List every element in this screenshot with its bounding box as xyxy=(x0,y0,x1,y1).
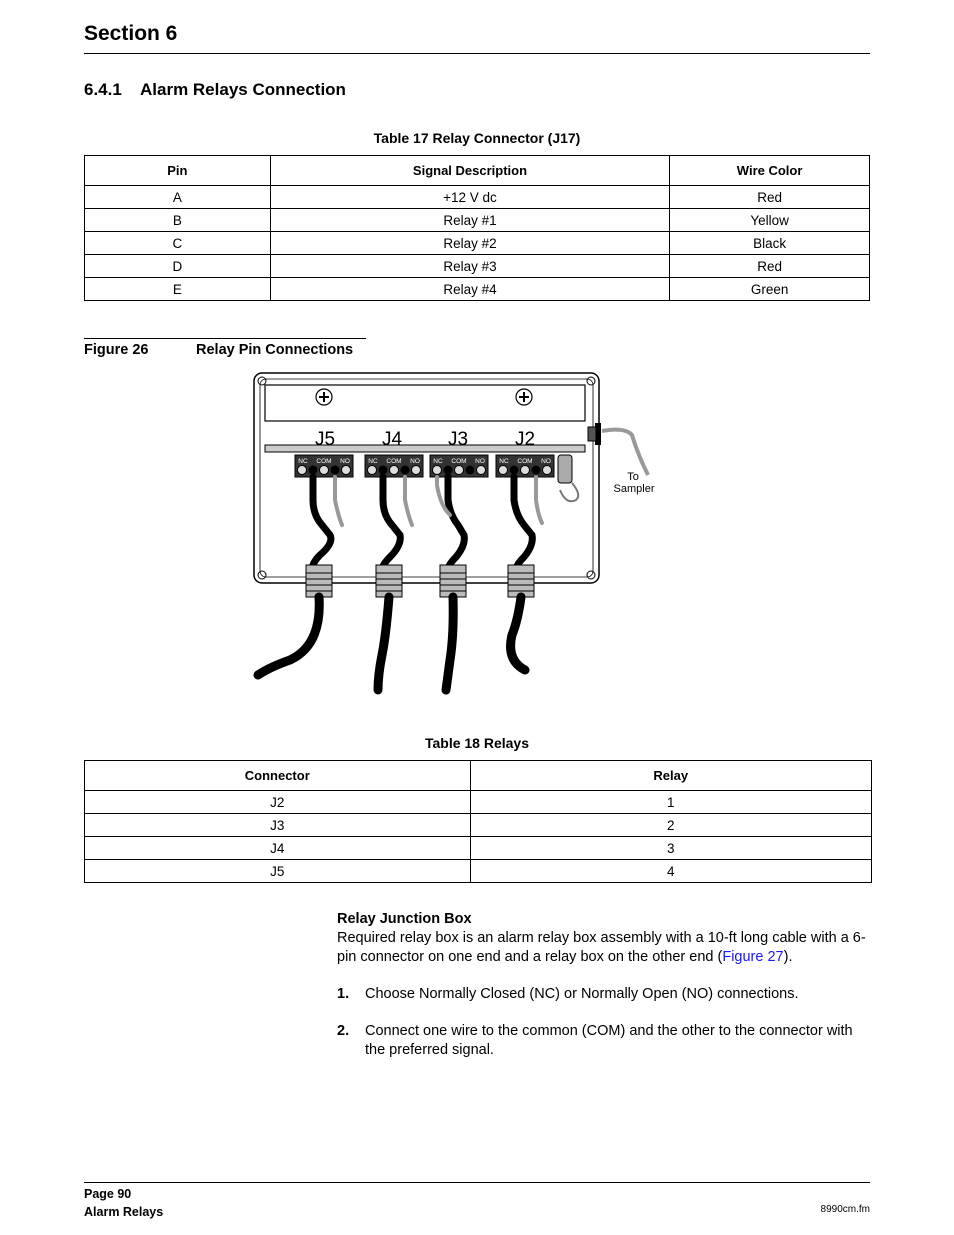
table-row xyxy=(85,186,870,209)
table-row xyxy=(85,837,872,860)
step-number: 1. xyxy=(337,986,350,1002)
connector-label: J4 xyxy=(381,429,403,450)
file-name: 8990cm.fm xyxy=(820,1204,870,1215)
screw-icon xyxy=(516,389,532,405)
page-number: Page 90 xyxy=(84,1187,132,1201)
paragraph-text: ). xyxy=(783,949,793,965)
table-header-row xyxy=(85,761,872,791)
step-text: Connect one wire to the common (COM) and the other to the connector with the preferred signal. xyxy=(365,1023,853,1058)
footer-rule xyxy=(84,1182,870,1183)
table-cell: 4 xyxy=(470,860,871,883)
svg-text:NO: NO xyxy=(410,458,420,465)
table-cell: Red xyxy=(670,186,870,209)
table-row xyxy=(85,814,872,837)
mounting-bar xyxy=(265,385,585,421)
svg-text:NO: NO xyxy=(541,458,551,465)
terminal-block xyxy=(295,455,353,477)
table-cell: Relay #1 xyxy=(270,209,669,232)
step-text: Choose Normally Closed (NC) or Normally Open (NO) connections. xyxy=(365,986,799,1002)
cable xyxy=(378,597,389,690)
connector-label: J5 xyxy=(314,429,336,450)
junction-box-paragraph xyxy=(337,929,872,967)
cable xyxy=(446,597,453,690)
table-cell: 1 xyxy=(470,791,871,814)
svg-text:NC: NC xyxy=(499,458,509,465)
table-cell: Green xyxy=(670,278,870,301)
terminal-block xyxy=(430,455,488,477)
cable xyxy=(258,597,319,675)
svg-text:COM: COM xyxy=(386,458,402,465)
subsection-title: Alarm Relays Connection xyxy=(140,80,346,99)
footer-left xyxy=(84,1185,163,1221)
table-row xyxy=(85,860,872,883)
relay-box-diagram xyxy=(250,365,670,705)
table-cell: 2 xyxy=(470,814,871,837)
figure-label: Figure 26 xyxy=(84,342,149,358)
table-cell: +12 V dc xyxy=(270,186,669,209)
table-row xyxy=(85,255,870,278)
chapter-name: Alarm Relays xyxy=(84,1205,164,1219)
column-header: Wire Color xyxy=(670,156,870,186)
table-cell: B xyxy=(85,209,271,232)
cable-gland xyxy=(306,565,332,597)
connector-label: J3 xyxy=(447,429,469,450)
table-cell: J4 xyxy=(85,837,471,860)
svg-text:COM: COM xyxy=(316,458,332,465)
svg-text:COM: COM xyxy=(451,458,467,465)
step-number: 2. xyxy=(337,1023,350,1039)
table-cell: Red xyxy=(670,255,870,278)
table-cell: Black xyxy=(670,232,870,255)
column-header: Signal Description xyxy=(270,156,669,186)
terminal-block xyxy=(496,455,554,477)
svg-text:NC: NC xyxy=(298,458,308,465)
cable-gland xyxy=(376,565,402,597)
column-header: Pin xyxy=(85,156,271,186)
step-item xyxy=(337,985,872,1004)
junction-box-section xyxy=(337,910,872,967)
relays-table xyxy=(84,760,872,883)
table-header-row xyxy=(85,156,870,186)
table-cell: J2 xyxy=(85,791,471,814)
figure-27-link[interactable]: Figure 27 xyxy=(722,949,784,965)
to-sampler-label: Sampler xyxy=(613,483,655,495)
table-cell: C xyxy=(85,232,271,255)
svg-text:COM: COM xyxy=(517,458,533,465)
table-cell: E xyxy=(85,278,271,301)
figure-rule xyxy=(84,338,366,339)
column-header: Connector xyxy=(85,761,471,791)
to-sampler-label: To xyxy=(627,471,639,483)
column-header: Relay xyxy=(470,761,871,791)
cable-gland xyxy=(508,565,534,597)
table-cell: 3 xyxy=(470,837,871,860)
terminal-block xyxy=(365,455,423,477)
cable-gland xyxy=(440,565,466,597)
paragraph-text: Required relay box is an alarm relay box assembly with a 10-ft long cable with a 6-pin connector on one end and a relay box on the other end ( xyxy=(337,930,866,965)
table-cell: A xyxy=(85,186,271,209)
table-row xyxy=(85,791,872,814)
subsection-number: 6.4.1 xyxy=(84,80,122,99)
enclosure-outline xyxy=(254,373,599,583)
table-row xyxy=(85,209,870,232)
svg-text:NC: NC xyxy=(433,458,443,465)
step-item xyxy=(337,1022,872,1060)
table18-caption: Table 18 Relays xyxy=(424,735,530,751)
svg-text:NO: NO xyxy=(340,458,350,465)
table-row xyxy=(85,278,870,301)
header-rule xyxy=(84,53,870,54)
junction-box-heading: Relay Junction Box xyxy=(337,911,472,927)
table-cell: Yellow xyxy=(670,209,870,232)
table-cell: Relay #2 xyxy=(270,232,669,255)
svg-text:NC: NC xyxy=(368,458,378,465)
table-cell: J3 xyxy=(85,814,471,837)
table-cell: Relay #3 xyxy=(270,255,669,278)
section-title: Section 6 xyxy=(84,22,178,45)
table-cell: J5 xyxy=(85,860,471,883)
figure-title: Relay Pin Connections xyxy=(196,342,354,358)
cable xyxy=(511,597,525,670)
table-row xyxy=(85,232,870,255)
connector-label: J2 xyxy=(514,429,536,450)
relay-connector-table xyxy=(84,155,870,301)
table17-caption: Table 17 Relay Connector (J17) xyxy=(373,130,581,146)
table-cell: Relay #4 xyxy=(270,278,669,301)
svg-text:NO: NO xyxy=(475,458,485,465)
screw-icon xyxy=(316,389,332,405)
table-cell: D xyxy=(85,255,271,278)
subsection-heading xyxy=(84,80,346,100)
